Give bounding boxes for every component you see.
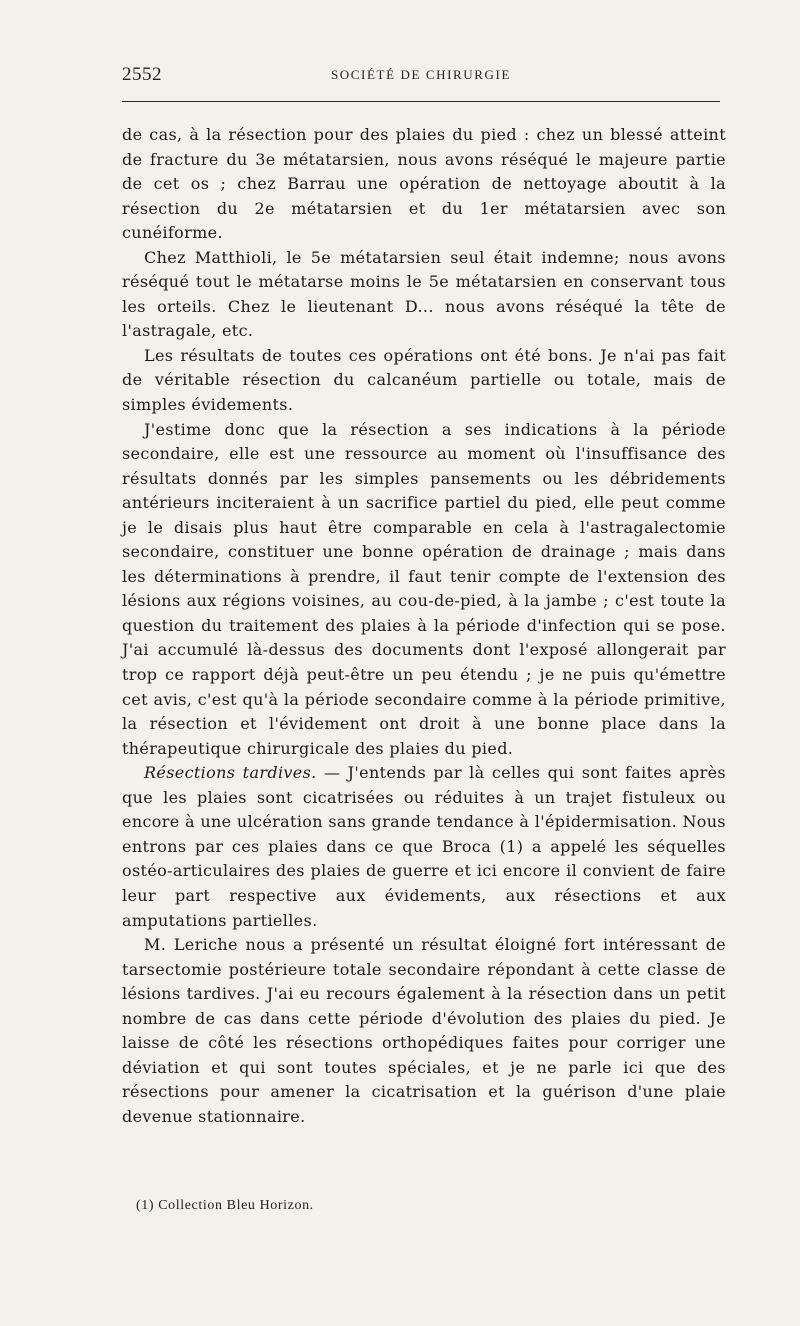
paragraph-5 [122,761,726,933]
paragraph-1: de cas, à la résection pour des plaies du pied : chez un blessé atteint de fracture du 3e métatarsien, nous avons réséqué le majeure partie de cet os ; chez Barrau une opération de nettoyage aboutit à la résection du 2e métatarsien et du 1er métatarsien avec son cunéiforme. [122,125,726,243]
body-text [122,123,726,1129]
footnote: (1) Collection Bleu Horizon. [136,1198,314,1213]
paragraph-6: M. Leriche nous a présenté un résultat éloigné fort intéressant de tarsectomie postérieure totale secondaire répondant à cette classe de lésions tardives. J'ai eu recours également à la résection dans un petit nombre de cas dans cette période d'évolution des plaies du pied. Je laisse de côté les résections orthopédiques faites pour corriger une déviation et qui sont toutes spéciales, et je ne parle ici que des résections pour amener la cicatrisation et la guérison d'une plaie devenue stationnaire. [122,935,726,1126]
header-rule [122,101,720,102]
paragraph-3: Les résultats de toutes ces opérations ont été bons. Je n'ai pas fait de véritable résection du calcanéum partielle ou totale, mais de simples évidements. [122,345,726,415]
paragraph-4: J'estime donc que la résection a ses indications à la période secondaire, elle est une ressource au moment où l'insuffisance des résultats donnés par les simples pansements ou les débridements antérieurs inciteraient à un sacrifice partiel du pied, elle peut comme je le disais plus haut être comparable en cela à l'astragalectomie secondaire, constituer une bonne opération de drainage ; mais dans les déterminations à prendre, il faut tenir compte de l'extension des lésions aux régions voisines, au cou-de-pied, à la jambe ; c'est toute la question du traitement des plaies à la période d'infection qui se pose. J'ai accumulé là-dessus des documents dont l'exposé allongerait par trop ce rapport déjà peut-être un peu étendu ; je ne puis qu'émettre cet avis, c'est qu'à la période secondaire comme à la période primitive, la résection et l'évidement ont droit à une bonne place dans la thérapeutique chirurgicale des plaies du pied. [122,419,726,758]
page-number: 2552 [122,64,162,85]
running-title: SOCIÉTÉ DE CHIRURGIE [330,67,512,82]
page-header [122,64,720,90]
paragraph-5-text: — J'entends par là celles qui sont faites après que les plaies sont cicatrisées ou réduites à un trajet fistuleux ou encore à une ulcération sans grande tendance à l'épidermisation. Nous entrons par ces plaies dans ce que Broca (1) a appelé les séquelles ostéo-articulaires des plaies de guerre et ici encore il convient de faire leur part respective aux évidements, aux résections et aux amputations partielles. [122,763,726,930]
paragraph-2: Chez Matthioli, le 5e métatarsien seul était indemne; nous avons réséqué tout le métatarse moins le 5e métatarsien en conservant tous les orteils. Chez le lieutenant D... nous avons réséqué la tête de l'astragale, etc. [122,247,726,341]
section-heading-resections-tardives: Résections tardives. [144,763,317,783]
